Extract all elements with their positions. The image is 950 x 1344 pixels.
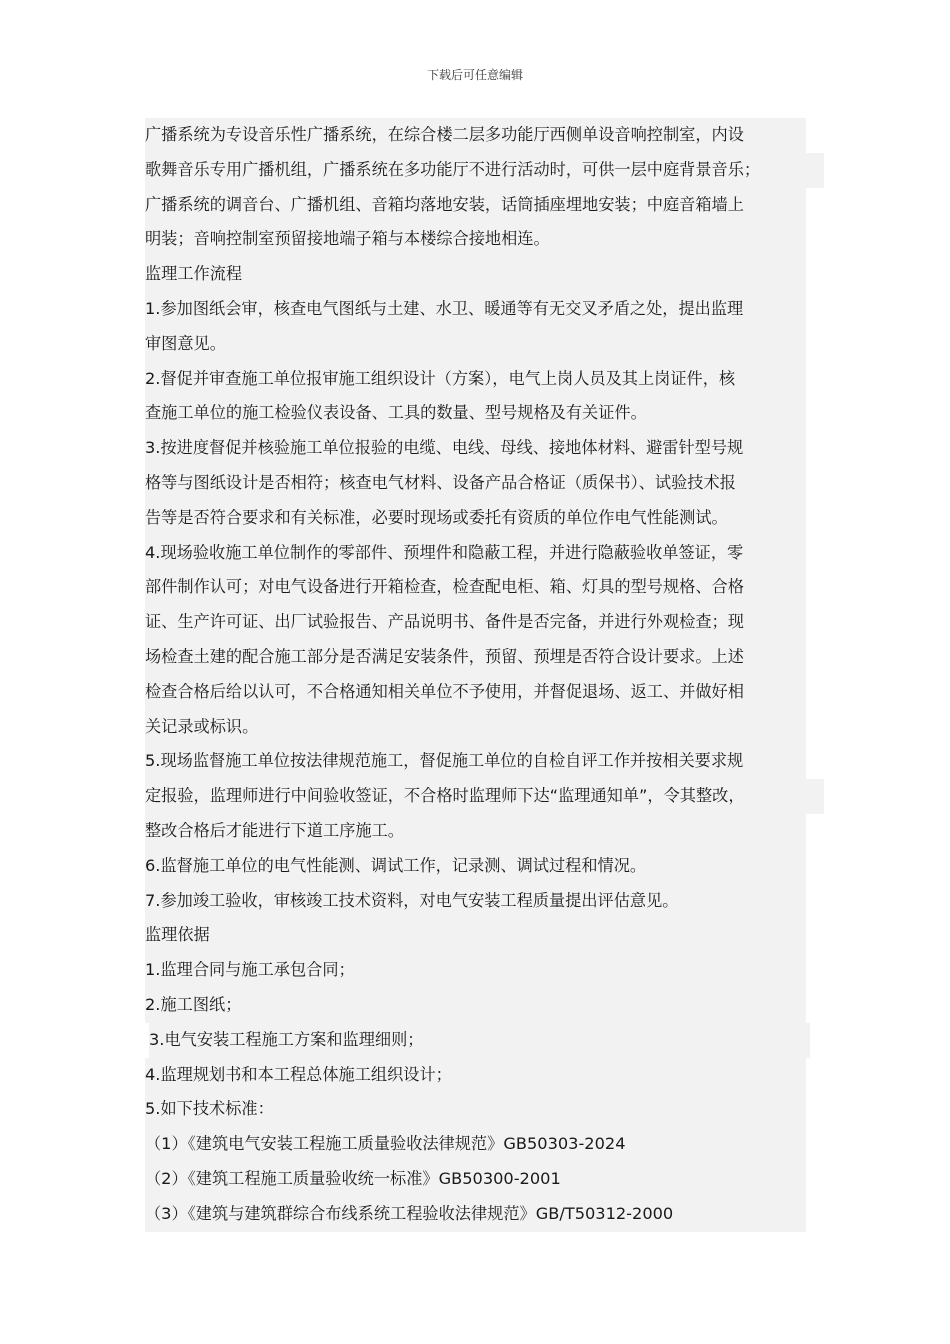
standard-item: （2）《建筑工程施工质量验收统一标准》GB50300-2001 (145, 1162, 807, 1197)
page-header: 下载后可任意编辑 (426, 68, 523, 82)
list-item: 检查合格后给以认可，不合格通知相关单位不予使用，并督促退场、返工、并做好相 (145, 675, 807, 710)
list-item: 7.参加竣工验收，审核竣工技术资料，对电气安装工程质量提出评估意见。 (145, 884, 807, 919)
list-item: 场检查土建的配合施工部分是否满足安装条件，预留、预埋是否符合设计要求。上述 (145, 640, 807, 675)
standard-item: （3）《建筑与建筑群综合布线系统工程验收法律规范》GB/T50312-2000 (145, 1197, 807, 1232)
list-item: 3.电气安装工程施工方案和监理细则； (145, 1023, 807, 1058)
paragraph-line: 明装；音响控制室预留接地端子箱与本楼综合接地相连。 (145, 222, 807, 257)
list-item: 5.现场监督施工单位按法律规范施工，督促施工单位的自检自评工作并按相关要求规 (145, 744, 807, 779)
list-item: 2.督促并审查施工单位报审施工组织设计（方案），电气上岗人员及其上岗证件，核 (145, 362, 807, 397)
list-item: 证、生产许可证、出厂试验报告、产品说明书、备件是否完备，并进行外观检查；现 (145, 605, 807, 640)
standard-item: （1）《建筑电气安装工程施工质量验收法律规范》GB50303-2024 (145, 1127, 807, 1162)
list-item: 5.如下技术标准： (145, 1092, 807, 1127)
section-heading: 监理依据 (145, 918, 807, 953)
list-item: 6.监督施工单位的电气性能测、调试工作，记录测、调试过程和情况。 (145, 849, 807, 884)
list-item: 4.监理规划书和本工程总体施工组织设计； (145, 1058, 807, 1093)
list-item: 定报验，监理师进行中间验收签证，不合格时监理师下达“监理通知单”，令其整改， (145, 779, 807, 814)
list-item: 1.监理合同与施工承包合同； (145, 953, 807, 988)
list-item: 整改合格后才能进行下道工序施工。 (145, 814, 807, 849)
section-heading: 监理工作流程 (145, 257, 807, 292)
list-item: 部件制作认可；对电气设备进行开箱检查，检查配电柜、箱、灯具的型号规格、合格 (145, 570, 807, 605)
paragraph-line: 广播系统为专设音乐性广播系统，在综合楼二层多功能厅西侧单设音响控制室，内设 (145, 118, 807, 153)
list-item: 关记录或标识。 (145, 710, 807, 745)
list-item: 2.施工图纸； (145, 988, 807, 1023)
document-body (145, 118, 807, 1232)
list-item: 4.现场验收施工单位制作的零部件、预埋件和隐蔽工程，并进行隐蔽验收单签证，零 (145, 536, 807, 571)
list-item: 格等与图纸设计是否相符；核查电气材料、设备产品合格证（质保书）、试验技术报 (145, 466, 807, 501)
list-item: 告等是否符合要求和有关标准，必要时现场或委托有资质的单位作电气性能测试。 (145, 501, 807, 536)
list-item: 审图意见。 (145, 327, 807, 362)
list-item: 查施工单位的施工检验仪表设备、工具的数量、型号规格及有关证件。 (145, 396, 807, 431)
list-item: 3.按进度督促并核验施工单位报验的电缆、电线、母线、接地体材料、避雷针型号规 (145, 431, 807, 466)
paragraph-line: 歌舞音乐专用广播机组，广播系统在多功能厅不进行活动时，可供一层中庭背景音乐； (145, 153, 807, 188)
list-item: 1.参加图纸会审，核查电气图纸与土建、水卫、暖通等有无交叉矛盾之处，提出监理 (145, 292, 807, 327)
paragraph-line: 广播系统的调音台、广播机组、音箱均落地安装，话筒插座埋地安装；中庭音箱墙上 (145, 188, 807, 223)
